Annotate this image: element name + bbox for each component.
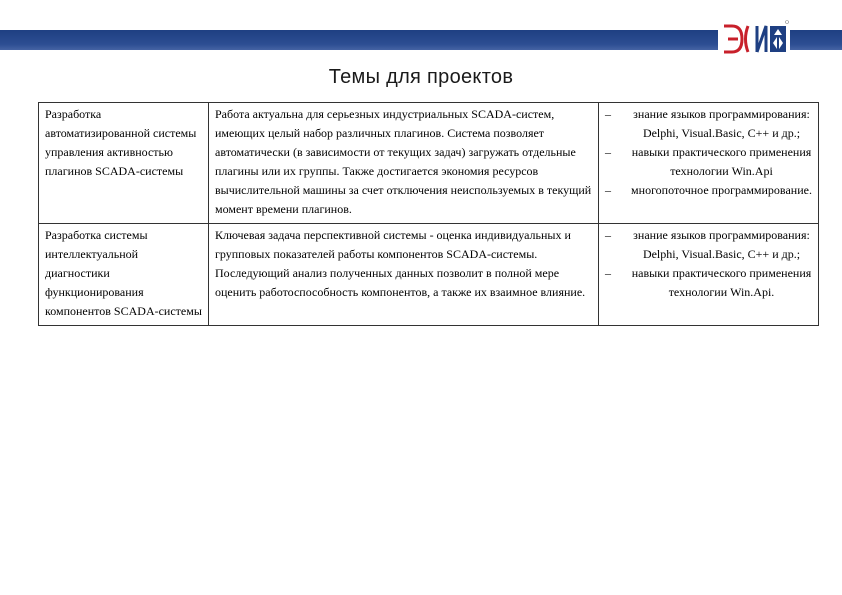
topics-table — [38, 102, 819, 326]
topic-cell: Разработка системы интеллектуальной диагностики функционирования компонентов SCADA-системы — [39, 224, 209, 326]
table-row — [39, 224, 819, 326]
skills-list — [605, 105, 812, 200]
skills-cell — [599, 103, 819, 224]
list-item: – знание языков программирования: Delphi, Visual.Basic, C++ и др.; — [605, 226, 812, 264]
topic-cell: Разработка автоматизированной системы управления активностью плагинов SCADA-системы — [39, 103, 209, 224]
page-title: Темы для проектов — [328, 66, 514, 88]
skills-list — [605, 226, 812, 302]
list-item: – знание языков программирования: Delphi, Visual.Basic, C++ и др.; — [605, 105, 812, 143]
list-item: – многопоточное программирование. — [605, 181, 812, 200]
description-cell: Ключевая задача перспективной системы - оценка индивидуальных и групповых показателей работы компонентов SCADA-системы. Последующий анализ полученных данных позволит в полной мере оценить работоспособность компонентов, а также их взаимное влияние. — [209, 224, 599, 326]
description-cell: Работа актуальна для серьезных индустриальных SCADA-систем, имеющих целый набор различных плагинов. Система позволяет автоматически (в зависимости от текущих задач) загружать отдельные плагины или их группы. Также достигается экономия ресурсов вычислительной машины за счет отключения неиспользуемых в текущий момент времени плагинов. — [209, 103, 599, 224]
header-band-left — [0, 30, 718, 50]
list-item: – навыки практического применения технологии Win.Api. — [605, 264, 812, 302]
header-band — [0, 30, 842, 50]
company-logo — [718, 14, 790, 64]
table-row — [39, 103, 819, 224]
list-item: – навыки практического применения технологии Win.Api — [605, 143, 812, 181]
header-band-right — [790, 30, 842, 50]
skills-cell — [599, 224, 819, 326]
